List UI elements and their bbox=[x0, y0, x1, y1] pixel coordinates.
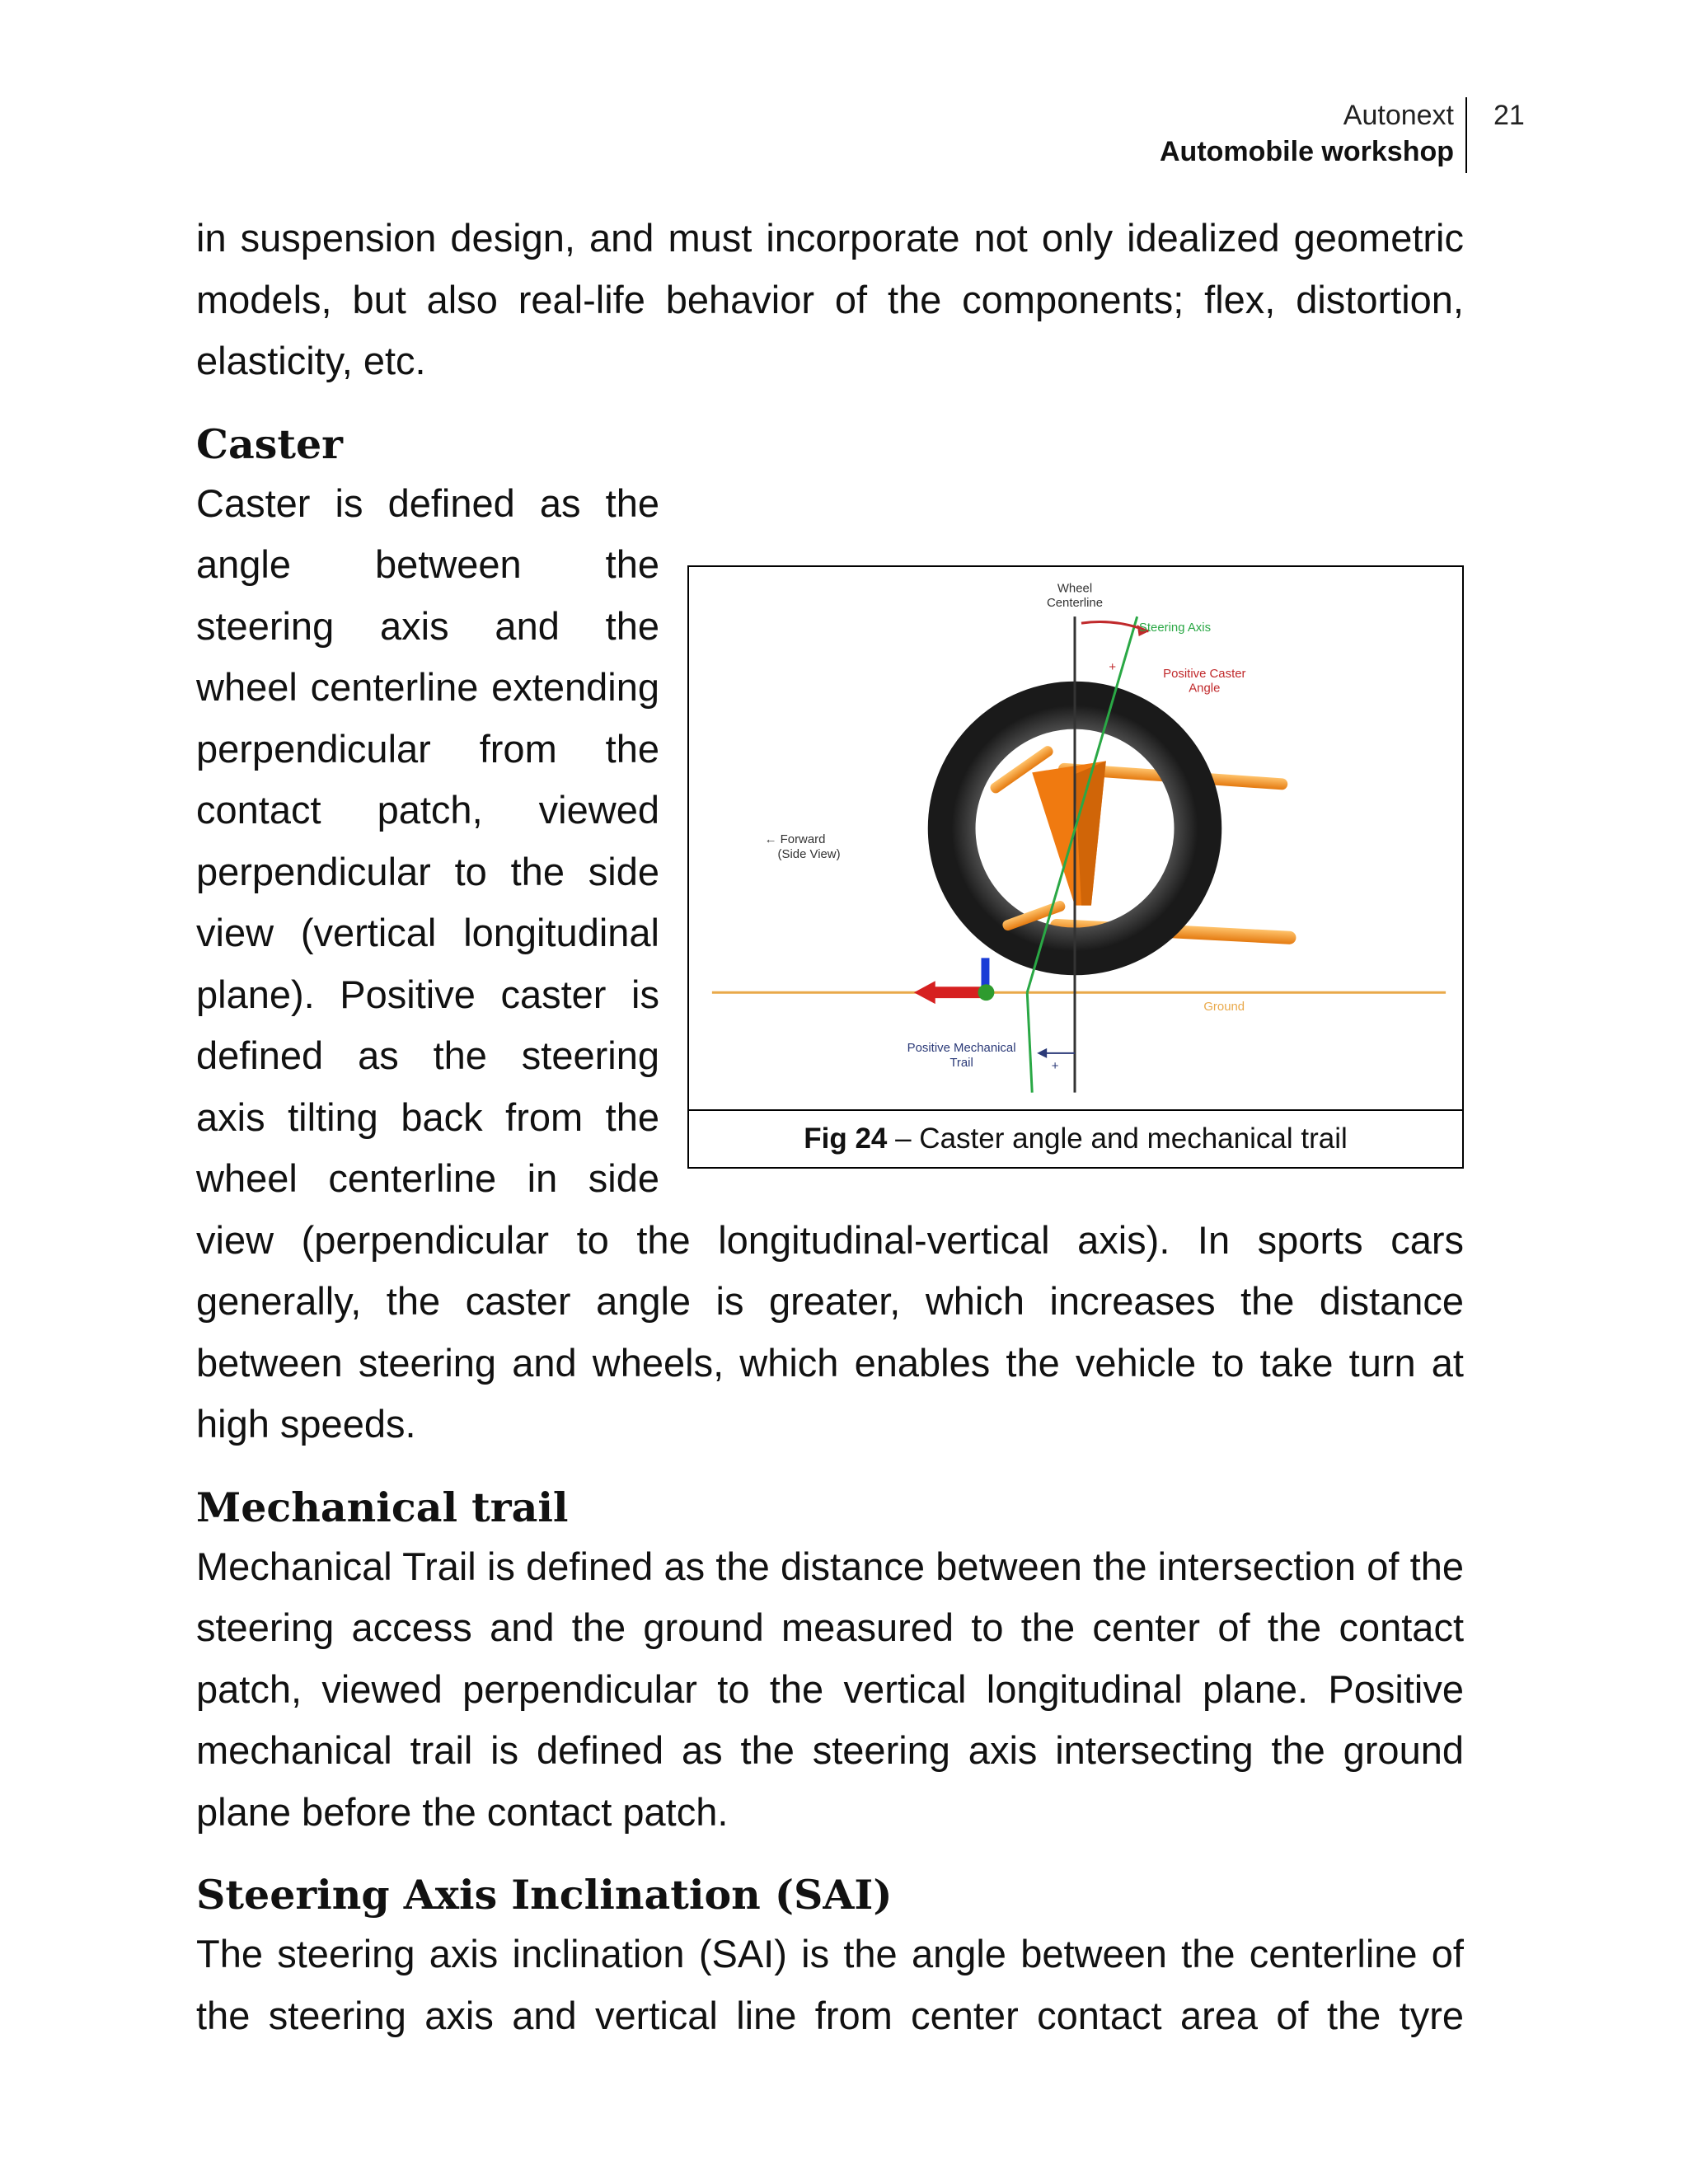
header-brand: Autonext bbox=[1343, 100, 1454, 131]
steering-axis-ext bbox=[1027, 992, 1032, 1092]
page-number: 21 bbox=[1493, 100, 1525, 131]
label-forward-2: (Side View) bbox=[777, 846, 841, 861]
figure-caption-label: Fig 24 bbox=[804, 1122, 888, 1155]
sai-paragraph: The steering axis inclination (SAI) is the angle between the centerline of the steering axis and vertical line from center contact area of the tyre bbox=[196, 1932, 1464, 2037]
heading-sai: Steering Axis Inclination (SAI) bbox=[196, 1871, 893, 1919]
label-wheel-centerline-2: Centerline bbox=[1046, 595, 1104, 610]
caster-diagram bbox=[687, 565, 1464, 1109]
page-content bbox=[196, 208, 1464, 2069]
label-positive-caster-2: Angle bbox=[1189, 681, 1221, 696]
heading-mechanical-trail: Mechanical trail bbox=[196, 1483, 569, 1531]
label-positive-caster: Positive Caster bbox=[1163, 666, 1246, 681]
origin-green-dot bbox=[978, 984, 995, 1001]
label-plus-bottom: + bbox=[1051, 1058, 1059, 1073]
heading-caster: Caster bbox=[196, 419, 343, 468]
trail-arrowhead bbox=[1037, 1047, 1047, 1057]
figure-caster-diagram bbox=[687, 565, 1464, 1169]
caster-paragraph: Caster is defined as the angle between the steering axis and the wheel centerline extending perpendicular from the contact patch, viewed perpendicular to the side view (vertical longitudinal plane). Positive caster is defined as the steering axis tilting back from the wheel centerline in side view (perpendicular to the longitudinal-vertical axis). In sports cars generally, the caster angle is greater, which increases the distance between steering and wheels, which enables the vehicle to take turn at high speeds. bbox=[196, 480, 1464, 1446]
caster-diagram-svg bbox=[689, 567, 1462, 1109]
label-trail: Positive Mechanical bbox=[907, 1040, 1016, 1055]
label-plus-top: + bbox=[1109, 659, 1117, 674]
label-trail-2: Trail bbox=[950, 1055, 973, 1070]
running-header bbox=[907, 97, 1467, 173]
header-subtitle: Automobile workshop bbox=[1160, 136, 1454, 167]
mechanical-trail-paragraph: Mechanical Trail is defined as the distance between the intersection of the steering access and the ground measured to the center of the contact patch, viewed perpendicular to the vertical longitudinal plane. Positive mechanical trail is defined as the steering axis intersecting the ground plane before the contact patch. bbox=[196, 1544, 1464, 1834]
label-wheel-centerline: Wheel bbox=[1057, 580, 1093, 595]
label-forward: ← Forward bbox=[764, 832, 826, 846]
forward-red-arrow bbox=[914, 981, 985, 1004]
label-steering-axis: Steering Axis bbox=[1138, 620, 1212, 635]
label-ground: Ground bbox=[1203, 999, 1245, 1014]
intro-paragraph: in suspension design, and must incorporate not only idealized geometric models, but also real-life behavior of the components; flex, distortion, elasticity, etc. bbox=[196, 216, 1464, 382]
figure-caption-text: – Caster angle and mechanical trail bbox=[887, 1122, 1348, 1155]
figure-caption bbox=[687, 1109, 1464, 1169]
